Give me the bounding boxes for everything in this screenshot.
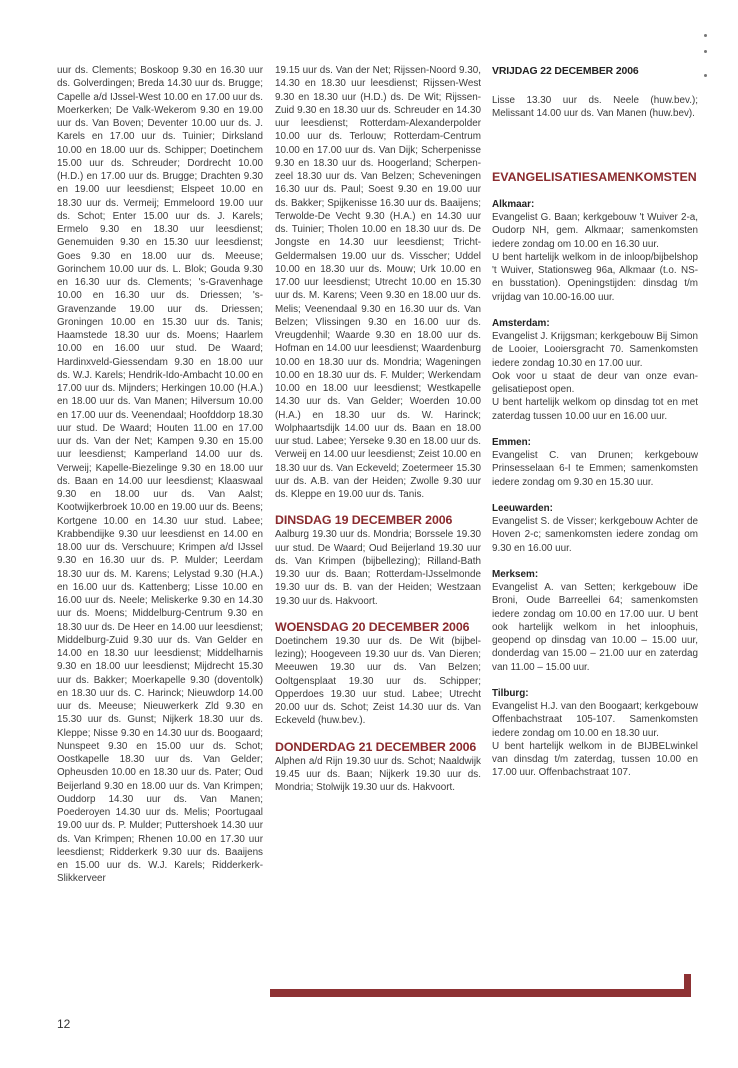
- city-paragraph: Evangelist S. de Visser; kerkgebouw Achter de Hoven 2-c; samenkomsten iedere zondag om 9.30 en 16.00 uur.: [492, 516, 698, 554]
- city-block: [492, 317, 698, 423]
- city-paragraph: U bent hartelijk welkom op dinsdag tot en met zaterdag tussen 10.00 uur en 16.00 uur.: [492, 397, 698, 422]
- day-services: Aalburg 19.30 uur ds. Mondria; Borssele 19.30 uur stud. De Waard; Oud Beijerland 19.30 uur ds. Van Krimpen (bijbellezing); Rilland-Bath 19.30 uur ds. Baan; Rotterdam-IJsselmonde 19.30 uur ds. B. van der Heiden; Westzaan 19.30 uur ds. Hakvoort.: [275, 529, 481, 607]
- section-title: EVANGELISATIESAMENKOMSTEN: [492, 169, 697, 184]
- city-paragraph: Evangelist J. Krijgsman; kerkgebouw Bij Simon de Looier, Looiersgracht 70. Samenkomsten iedere zondag 10.30 en 17.00 uur.: [492, 331, 698, 369]
- city-heading: Leeuwarden:: [492, 502, 553, 514]
- city-heading: Alkmaar:: [492, 198, 535, 210]
- day-services: Lisse 13.30 uur ds. Neele (huw.bev.); Melissant 14.00 uur ds. Van Manen (huw.bev).: [492, 95, 698, 120]
- margin-mark: [704, 50, 707, 53]
- margin-mark: [704, 74, 707, 77]
- city-block: [492, 568, 698, 674]
- city-heading: Amsterdam:: [492, 317, 550, 329]
- city-block: [492, 687, 698, 780]
- column-church-services: [57, 64, 263, 886]
- services-list: uur ds. Clements; Boskoop 9.30 en 16.30 uur ds. Golverdingen; Breda 14.30 uur ds. Brugge; Capelle a/d IJssel-West 10.00 en 17.00 uur ds. Moerkerken; De Valk-Wekerom 9.30 en 19.00 uur ds. Van Boven; Deventer 10.00 uur ds. J. Karels en 17.00 uur ds. Tuinier; Dirksland 10.00 en 18.00 uur ds. Schipper; Doetinchem 15.00 uur ds. Schreuder; Dordrecht 10.00 (H.D.) en 17.00 uur ds. Brugge; Drachten 9.30 en 19.00 uur leesdienst; Elspeet 10.00 en 18.30 uur ds. Vermeij; Emmeloord 19.00 uur ds. Schot; Enter 15.00 uur ds. J. Karels; Ermelo 9.30 en 18.30 uur leesdienst; Genemuiden 9.30 en 15.30 uur leesdienst; Goes 9.30 en 18.00 uur ds. Meeuse; Gorinchem 10.00 uur ds. L. Blok; Gouda 9.30 en 16.30 uur ds. Clements; 's-Gravenhage 10.00 en 16.30 uur ds. Driessen; 's-Gravenzande 19.00 uur ds. Driessen; Groningen 10.00 en 15.30 uur ds. Tanis; Haamstede 18.30 uur ds. Moens; Haarlem 10.00 en 16.00 uur stud. De Waard; Hardinxveld-Giessendam 9.30 en 18.00 uur ds. W.J. Karels; Hendrik-Ido-Ambacht 10.00 en 17.00 uur ds. Mijnders; Herkingen 10.00 (H.A.) en 18.00 uur ds. Van Manen; Hilversum 10.00 en 17.00 uur ds. Veenendaal; Hoofddorp 18.30 uur stud. De Waard; Houten 11.00 en 17.00 uur ds. Van der Net; Kampen 9.30 en 15.00 uur leesdienst; Kamperland 14.00 uur ds. Verweij; Kapelle-Biezelinge 9.30 en 18.00 uur ds. Baan en 14.00 uur leesdienst; Klaaswaal 9.30 en 18.00 uur ds. Van Aalst; Kootwijkerbroek 10.00 en 19.00 uur ds. Beens; Kortgene 10.00 en 14.30 uur stud. Labee; Krabbendijke 9.30 uur leesdienst en 14.00 en 18.00 uur ds. Verschuure; Krimpen a/d IJssel 9.30 en 16.30 uur ds. P. Mulder; Leerdam 18.30 uur ds. M. Karens; Lelystad 9.30 (H.A.) en 16.00 uur ds. Kattenberg; Lisse 10.00 en 16.00 uur ds. Neele; Meliskerke 9.30 en 14.30 uur ds. Moens; Middelburg-Centrum 9.30 en 18.30 uur ds. De Heer en 14.00 uur leesdienst; Middelburg-Zuid 9.30 uur ds. Van Gelder en 14.00 en 18.30 uur leesdienst; Middelharnis 9.30 en 18.00 uur leesdienst; Mijdrecht 15.30 uur ds. Bakker; Moerkapelle 9.30 (doventolk) en 18.30 uur ds. C. Harinck; Nieuwdorp 14.00 uur ds. Meeuse; Nieuwerkerk Zld 9.30 en 15.30 uur ds. Gunst; Nijkerk 18.30 uur ds. Kleppe; Nisse 9.30 en 14.30 uur ds. Boogaard; Nunspeet 9.30 en 15.00 uur ds. Schot; Oostkapelle 18.30 uur ds. Van Gelder; Opheusden 10.00 en 18.30 uur ds. Pater; Oud Beijerland 9.30 en 18.00 uur ds. Van Krimpen; Ouddorp 14.30 uur ds. Van Manen; Poederoyen 14.30 uur ds. Melis; Poortugaal 19.00 uur ds. P. Mulder; Puttershoek 14.30 uur ds. Van Krimpen; Rhenen 10.00 en 17.30 uur leesdienst; Ridderkerk 9.30 uur ds. Baaijens en 15.00 uur ds. W.J. Karels; Ridderkerk-Slikkerveer: [57, 65, 263, 885]
- page-number: 12: [57, 1017, 71, 1031]
- city-paragraph: U bent hartelijk welkom in de BIJBELwinkel van dinsdag t/m zaterdag, tussen 10.00 en 17.00 uur. Offenbachstraat 107.: [492, 740, 698, 779]
- city-block: [492, 502, 698, 555]
- margin-mark: [704, 34, 707, 37]
- date-heading: DINSDAG 19 DECEMBER 2006: [275, 513, 453, 528]
- column-church-services-continued: [275, 64, 481, 794]
- city-paragraph: Evangelist G. Baan; kerkgebouw 't Wuiver 2-a, Oudorp NH, gem. Alkmaar; samenkomsten iedere zondag om 10.00 en 16.30 uur.: [492, 212, 698, 250]
- day-section-tuesday: [275, 513, 481, 608]
- day-section-thursday: [275, 740, 481, 795]
- column-evangelisation: [492, 64, 698, 780]
- city-heading: Tilburg:: [492, 687, 529, 699]
- city-block: [492, 198, 698, 304]
- city-paragraph: Ook voor u staat de deur van onze evangelisatiepost open.: [492, 370, 698, 395]
- day-services: Alphen a/d Rijn 19.30 uur ds. Schot; Naaldwijk 19.45 uur ds. Baan; Nijkerk 19.30 uur ds. Mondria; Stolwijk 19.30 uur ds. Hakvoort.: [275, 755, 481, 793]
- decorative-bar: [270, 989, 690, 997]
- city-paragraph: Evangelist A. van Setten; kerkgebouw iDe Broni, Oude Barreellei 64; samenkomsten iedere zondag om 10.00 en 17.00 uur. U bent ook hartelijk welkom in het inloophuis, geopend op dinsdag van 10.00 – 15.00 uur, donderdag van 15.00 – 21.00 uur en zaterdag van 11.00 – 15.00 uur.: [492, 582, 698, 673]
- day-section-wednesday: [275, 620, 481, 728]
- city-list: [492, 198, 698, 780]
- date-heading: DONDERDAG 21 DECEMBER 2006: [275, 739, 477, 754]
- city-heading: Emmen:: [492, 436, 531, 448]
- services-list-continued: 19.15 uur ds. Van der Net; Rijssen-Noord 9.30, 14.30 en 18.30 uur leesdienst; Rijssen-West 9.30 en 18.30 uur (H.D.) ds. De Wit; Rijssen-Zuid 9.30 en 18.30 uur ds. Schreuder en 14.30 uur leesdienst; Rotterdam-Alexanderpolder 10.00 uur ds. Terlouw; Rotterdam-Centrum 10.00 en 17.00 uur ds. Van Dijk; Scherpenisse 9.30 en 18.30 uur ds. Hoogerland; Scherpenzeel 18.30 uur ds. Van Belzen; Scheveningen 16.30 uur ds. Paul; Soest 9.30 en 19.00 uur ds. Bakker; Spijkenisse 16.30 uur ds. Baaijens; Terwolde-De Vecht 9.30 (H.A.) en 14.30 uur ds. Tuinier; Tholen 10.00 en 18.30 uur ds. De Jongste en 14.30 uur leesdienst; Tricht-Geldermalsen 19.00 uur ds. Visscher; Uddel 10.00 en 18.30 uur ds. Mouw; Urk 10.00 en 17.00 uur leesdienst; Utrecht 10.00 en 15.30 uur ds. M. Karens; Veen 9.30 en 18.00 uur ds. Melis; Veenendaal 9.30 en 16.30 uur ds. Van Belzen; Vlissingen 9.30 en 16.00 uur ds. Vreugdenhil; Waarde 9.30 en 18.00 uur ds. Hofman en 14.00 uur leesdienst; Waardenburg 10.00 en 18.30 uur ds. Mondria; Wageningen 10.00 en 18.30 uur ds. F. Mulder; Werkendam 10.00 en 18.00 uur leesdienst; Westkapelle 14.30 uur ds. Van Gelder; Woerden 10.00 (H.A.) en 18.30 uur ds. W. Harinck; Wolphaartsdijk 14.00 uur ds. Baan en 18.00 uur stud. Labee; Yerseke 9.30 en 18.00 uur ds. Verweij en 14.00 uur leesdienst; Zeist 10.00 en 18.30 uur ds. Van Eckeveld; Zoetermeer 15.30 uur ds. A.B. van der Heiden; Zwolle 9.30 uur ds. Kleppe en 19.00 uur ds. Tanis.: [275, 65, 481, 500]
- city-heading: Merksem:: [492, 568, 539, 580]
- city-paragraph: U bent hartelijk welkom in de inloop/bijbelshop 't Wuiver, Stationsweg 96a, Alkmaar (t.o. NS- en busstation). Openingstijden: dinsdag t/m vrijdag van 10.00-16.00 uur.: [492, 251, 698, 303]
- day-services: Doetinchem 19.30 uur ds. De Wit (bijbellezing); Hoogeveen 19.30 uur ds. Van Dieren; Meeuwen 19.30 uur ds. Van Belzen; Ooltgensplaat 19.30 uur ds. Schipper; Opperdoes 19.30 uur stud. Labee; Utrecht 20.00 uur ds. Schot; Zeist 14.30 uur ds. Van Eckeveld (huw.bev.).: [275, 635, 481, 727]
- decorative-bar-end: [684, 974, 691, 997]
- date-heading: WOENSDAG 20 DECEMBER 2006: [275, 619, 470, 634]
- date-heading-friday: VRIJDAG 22 DECEMBER 2006: [492, 66, 639, 77]
- city-paragraph: Evangelist H.J. van den Boogaart; kerkgebouw Offenbachstraat 105-107. Samenkomsten iedere zondag om 10.00 en 18.30 uur.: [492, 701, 698, 739]
- city-paragraph: Evangelist C. van Drunen; kerkgebouw Prinsesselaan 6-I te Emmen; samenkomsten iedere zondag om 9.30 en 15.30 uur.: [492, 450, 698, 488]
- city-block: [492, 436, 698, 489]
